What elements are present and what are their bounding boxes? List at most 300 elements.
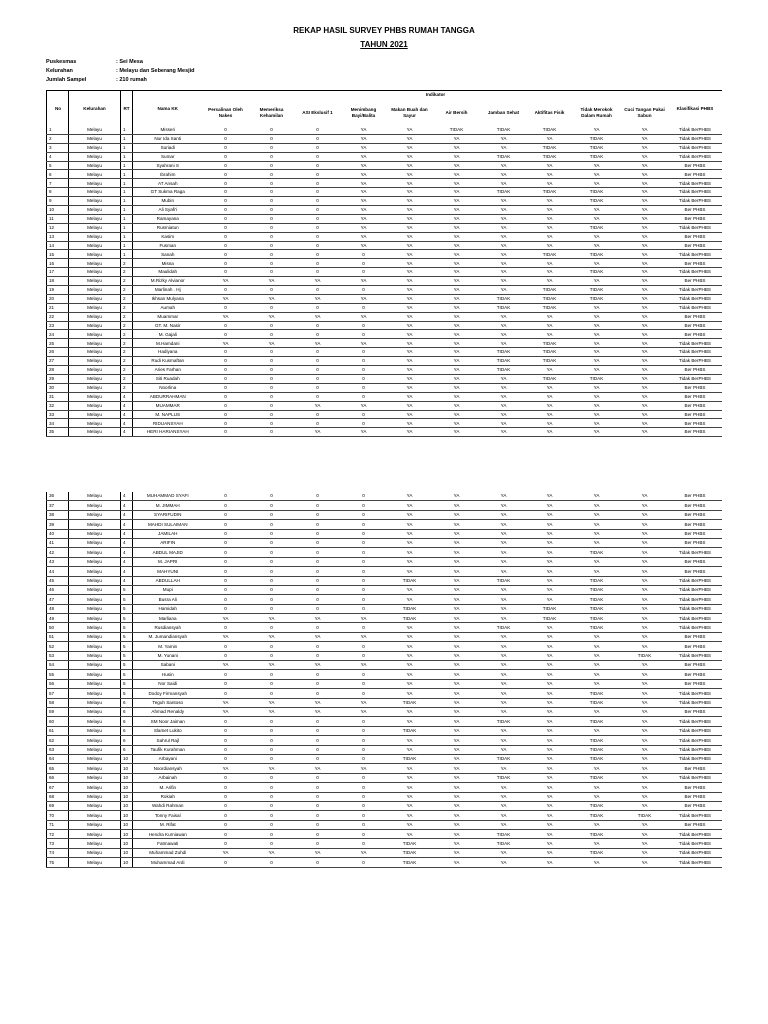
cell-tidak-merokok: YA [573, 726, 621, 735]
cell-aktifitas: YA [527, 820, 573, 829]
cell-jamban: YA [481, 374, 527, 383]
cell-cuci-tangan: YA [621, 126, 669, 134]
header-no: No [47, 91, 69, 127]
cell-nama-kk: Noorlina [133, 383, 203, 392]
cell-aktifitas: YA [527, 179, 573, 188]
cell-buah-sayur: YA [387, 214, 433, 223]
cell-buah-sayur: YA [387, 223, 433, 232]
cell-klasifikasi: Ber PHBS [669, 392, 722, 401]
cell-persalinan: 0 [203, 126, 249, 134]
cell-kelurahan: Melayu [69, 348, 121, 357]
cell-memeriksa: YA [249, 339, 295, 348]
cell-air-bersih: YA [433, 294, 481, 303]
cell-klasifikasi: Tidak BerPHBS [669, 754, 722, 763]
cell-buah-sayur: YA [387, 250, 433, 259]
cell-nama-kk: Sanah [133, 250, 203, 259]
table-row [47, 143, 722, 152]
cell-persalinan: 0 [203, 321, 249, 330]
cell-klasifikasi: Ber PHBS [669, 410, 722, 419]
cell-tidak-merokok: YA [573, 330, 621, 339]
cell-persalinan: 0 [203, 651, 249, 660]
cell-tidak-merokok: YA [573, 206, 621, 215]
cell-persalinan: 0 [203, 383, 249, 392]
cell-aktifitas: YA [527, 830, 573, 839]
cell-jamban: TIDAK [481, 623, 527, 632]
cell-klasifikasi: Tidak BerPHBS [669, 726, 722, 735]
cell-buah-sayur: YA [387, 736, 433, 745]
cell-tidak-merokok: YA [573, 410, 621, 419]
cell-nama-kk: GT Sukma Raga [133, 188, 203, 197]
cell-asi: 0 [295, 745, 341, 754]
cell-jamban: YA [481, 557, 527, 566]
cell-tidak-merokok: TIDAK [573, 830, 621, 839]
cell-aktifitas: YA [527, 401, 573, 410]
cell-aktifitas: YA [527, 595, 573, 604]
cell-klasifikasi: Ber PHBS [669, 707, 722, 716]
table-row [47, 339, 722, 348]
cell-rt: 2 [121, 339, 133, 348]
cell-air-bersih: YA [433, 312, 481, 321]
cell-rt: 1 [121, 170, 133, 179]
cell-memeriksa: 0 [249, 250, 295, 259]
cell-no: 12 [47, 223, 69, 232]
cell-aktifitas: YA [527, 670, 573, 679]
cell-aktifitas: YA [527, 383, 573, 392]
table-row [47, 698, 722, 707]
cell-air-bersih: YA [433, 392, 481, 401]
cell-nama-kk: Misna [133, 259, 203, 268]
cell-rt: 10 [121, 792, 133, 801]
cell-kelurahan: Melayu [69, 726, 121, 735]
cell-rt: 10 [121, 764, 133, 773]
cell-cuci-tangan: YA [621, 764, 669, 773]
cell-kelurahan: Melayu [69, 286, 121, 295]
cell-nama-kk: Mubin [133, 197, 203, 206]
cell-buah-sayur: YA [387, 642, 433, 651]
cell-buah-sayur: YA [387, 179, 433, 188]
cell-memeriksa: 0 [249, 286, 295, 295]
cell-klasifikasi: Tidak BerPHBS [669, 126, 722, 134]
cell-persalinan: 0 [203, 374, 249, 383]
cell-klasifikasi: Tidak BerPHBS [669, 286, 722, 295]
cell-no: 16 [47, 259, 69, 268]
cell-klasifikasi: Tidak BerPHBS [669, 736, 722, 745]
cell-buah-sayur: YA [387, 428, 433, 437]
cell-tidak-merokok: TIDAK [573, 152, 621, 161]
cell-menimbang: 0 [341, 604, 387, 613]
cell-tidak-merokok: TIDAK [573, 595, 621, 604]
cell-air-bersih: YA [433, 419, 481, 428]
cell-memeriksa: 0 [249, 383, 295, 392]
cell-kelurahan: Melayu [69, 259, 121, 268]
cell-no: 66 [47, 773, 69, 782]
table-row [47, 604, 722, 613]
cell-tidak-merokok: YA [573, 277, 621, 286]
cell-asi: YA [295, 661, 341, 670]
cell-persalinan: 0 [203, 567, 249, 576]
cell-kelurahan: Melayu [69, 538, 121, 547]
cell-cuci-tangan: YA [621, 241, 669, 250]
cell-no: 46 [47, 585, 69, 594]
cell-jamban: YA [481, 259, 527, 268]
cell-jamban: YA [481, 492, 527, 501]
table-row [47, 206, 722, 215]
cell-jamban: TIDAK [481, 754, 527, 763]
table-row [47, 294, 722, 303]
cell-kelurahan: Melayu [69, 801, 121, 810]
cell-rt: 1 [121, 250, 133, 259]
cell-asi: 0 [295, 419, 341, 428]
cell-tidak-merokok: TIDAK [573, 773, 621, 782]
cell-persalinan: 0 [203, 510, 249, 519]
cell-buah-sayur: YA [387, 567, 433, 576]
meta-row-sampel [46, 76, 195, 85]
cell-persalinan: 0 [203, 419, 249, 428]
cell-air-bersih: YA [433, 576, 481, 585]
cell-buah-sayur: TIDAK [387, 698, 433, 707]
cell-aktifitas: YA [527, 268, 573, 277]
cell-cuci-tangan: YA [621, 374, 669, 383]
cell-menimbang: 0 [341, 811, 387, 820]
cell-menimbang: 0 [341, 670, 387, 679]
table-row [47, 419, 722, 428]
cell-menimbang: 0 [341, 357, 387, 366]
header-klasifikasi: Klasifikasi PHBS [669, 91, 722, 127]
cell-memeriksa: 0 [249, 689, 295, 698]
cell-menimbang: YA [341, 614, 387, 623]
cell-air-bersih: YA [433, 717, 481, 726]
cell-kelurahan: Melayu [69, 161, 121, 170]
cell-asi: 0 [295, 642, 341, 651]
cell-klasifikasi: Ber PHBS [669, 419, 722, 428]
table-row [47, 557, 722, 566]
cell-persalinan: 0 [203, 604, 249, 613]
cell-tidak-merokok: YA [573, 501, 621, 510]
cell-asi: 0 [295, 689, 341, 698]
cell-nama-kk: M. Yamin [133, 642, 203, 651]
cell-persalinan: YA [203, 848, 249, 857]
cell-buah-sayur: YA [387, 651, 433, 660]
cell-cuci-tangan: YA [621, 501, 669, 510]
cell-aktifitas: YA [527, 576, 573, 585]
cell-nama-kk: Fusman [133, 241, 203, 250]
cell-nama-kk: Muhammad Ardi [133, 858, 203, 867]
cell-air-bersih: YA [433, 143, 481, 152]
cell-cuci-tangan: YA [621, 820, 669, 829]
cell-persalinan: 0 [203, 858, 249, 867]
cell-nama-kk: Husin [133, 670, 203, 679]
cell-menimbang: 0 [341, 567, 387, 576]
cell-kelurahan: Melayu [69, 419, 121, 428]
cell-jamban: YA [481, 689, 527, 698]
cell-asi: 0 [295, 383, 341, 392]
meta-row-kelurahan [46, 67, 195, 76]
cell-menimbang: YA [341, 161, 387, 170]
cell-persalinan: 0 [203, 585, 249, 594]
cell-aktifitas: YA [527, 651, 573, 660]
cell-aktifitas: YA [527, 214, 573, 223]
table-row [47, 152, 722, 161]
cell-buah-sayur: YA [387, 232, 433, 241]
table-row [47, 126, 722, 134]
cell-rt: 2 [121, 259, 133, 268]
cell-tidak-merokok: YA [573, 492, 621, 501]
cell-menimbang: YA [341, 232, 387, 241]
cell-jamban: YA [481, 268, 527, 277]
cell-klasifikasi: Tidak BerPHBS [669, 143, 722, 152]
cell-memeriksa: 0 [249, 392, 295, 401]
cell-aktifitas: YA [527, 330, 573, 339]
cell-klasifikasi: Tidak BerPHBS [669, 250, 722, 259]
cell-asi: 0 [295, 286, 341, 295]
cell-no: 75 [47, 858, 69, 867]
meta-value: : Melayu dan Seberang Mesjid [116, 68, 195, 74]
cell-memeriksa: 0 [249, 736, 295, 745]
cell-rt: 4 [121, 510, 133, 519]
cell-tidak-merokok: YA [573, 383, 621, 392]
cell-klasifikasi: Ber PHBS [669, 642, 722, 651]
cell-menimbang: YA [341, 312, 387, 321]
cell-asi: 0 [295, 357, 341, 366]
cell-cuci-tangan: YA [621, 745, 669, 754]
cell-cuci-tangan: YA [621, 754, 669, 763]
cell-kelurahan: Melayu [69, 197, 121, 206]
cell-no: 51 [47, 632, 69, 641]
cell-tidak-merokok: YA [573, 632, 621, 641]
cell-aktifitas: YA [527, 764, 573, 773]
cell-persalinan: 0 [203, 642, 249, 651]
cell-aktifitas: YA [527, 661, 573, 670]
cell-no: 2 [47, 134, 69, 143]
table-row [47, 567, 722, 576]
cell-air-bersih: YA [433, 595, 481, 604]
cell-kelurahan: Melayu [69, 642, 121, 651]
cell-air-bersih: YA [433, 223, 481, 232]
cell-air-bersih: YA [433, 764, 481, 773]
cell-tidak-merokok: YA [573, 858, 621, 867]
cell-buah-sayur: YA [387, 286, 433, 295]
cell-no: 6 [47, 170, 69, 179]
cell-air-bersih: YA [433, 241, 481, 250]
cell-rt: 4 [121, 576, 133, 585]
cell-asi: 0 [295, 188, 341, 197]
cell-klasifikasi: Ber PHBS [669, 557, 722, 566]
cell-jamban: YA [481, 428, 527, 437]
cell-menimbang: 0 [341, 501, 387, 510]
cell-air-bersih: YA [433, 848, 481, 857]
cell-persalinan: 0 [203, 689, 249, 698]
cell-klasifikasi: Ber PHBS [669, 161, 722, 170]
cell-kelurahan: Melayu [69, 529, 121, 538]
cell-memeriksa: YA [249, 312, 295, 321]
cell-tidak-merokok: YA [573, 339, 621, 348]
cell-klasifikasi: Ber PHBS [669, 492, 722, 501]
table-row [47, 689, 722, 698]
cell-klasifikasi: Ber PHBS [669, 401, 722, 410]
cell-no: 26 [47, 348, 69, 357]
cell-tidak-merokok: TIDAK [573, 754, 621, 763]
cell-menimbang: YA [341, 428, 387, 437]
cell-air-bersih: YA [433, 651, 481, 660]
cell-aktifitas: YA [527, 241, 573, 250]
cell-kelurahan: Melayu [69, 206, 121, 215]
cell-rt: 5 [121, 623, 133, 632]
cell-menimbang: YA [341, 126, 387, 134]
cell-menimbang: YA [341, 206, 387, 215]
cell-buah-sayur: YA [387, 820, 433, 829]
cell-persalinan: 0 [203, 250, 249, 259]
table-row [47, 214, 722, 223]
cell-menimbang: YA [341, 698, 387, 707]
cell-nama-kk: Fatmawati [133, 839, 203, 848]
cell-klasifikasi: Tidak BerPHBS [669, 745, 722, 754]
cell-no: 24 [47, 330, 69, 339]
cell-persalinan: 0 [203, 717, 249, 726]
cell-klasifikasi: Tidak BerPHBS [669, 811, 722, 820]
cell-menimbang: YA [341, 143, 387, 152]
cell-air-bersih: YA [433, 567, 481, 576]
cell-cuci-tangan: YA [621, 614, 669, 623]
cell-asi: 0 [295, 161, 341, 170]
cell-no: 23 [47, 321, 69, 330]
cell-asi: YA [295, 294, 341, 303]
cell-asi: 0 [295, 604, 341, 613]
cell-aktifitas: YA [527, 717, 573, 726]
cell-klasifikasi: Tidak BerPHBS [669, 595, 722, 604]
cell-nama-kk: Rudi Kusmaftan [133, 357, 203, 366]
cell-nama-kk: Noordiansyah [133, 764, 203, 773]
cell-asi: 0 [295, 801, 341, 810]
cell-memeriksa: YA [249, 277, 295, 286]
cell-menimbang: 0 [341, 520, 387, 529]
table-row [47, 401, 722, 410]
cell-cuci-tangan: TIDAK [621, 811, 669, 820]
cell-rt: 10 [121, 801, 133, 810]
table-row [47, 651, 722, 660]
cell-memeriksa: 0 [249, 679, 295, 688]
cell-persalinan: 0 [203, 188, 249, 197]
cell-jamban: YA [481, 548, 527, 557]
cell-menimbang: 0 [341, 286, 387, 295]
cell-persalinan: 0 [203, 811, 249, 820]
cell-no: 57 [47, 689, 69, 698]
cell-persalinan: YA [203, 632, 249, 641]
cell-buah-sayur: YA [387, 783, 433, 792]
cell-rt: 6 [121, 745, 133, 754]
cell-tidak-merokok: TIDAK [573, 576, 621, 585]
cell-buah-sayur: TIDAK [387, 576, 433, 585]
cell-asi: 0 [295, 330, 341, 339]
cell-nama-kk: SYARIFUDIN [133, 510, 203, 519]
cell-tidak-merokok: TIDAK [573, 745, 621, 754]
cell-klasifikasi: Ber PHBS [669, 321, 722, 330]
cell-menimbang: YA [341, 848, 387, 857]
cell-menimbang: 0 [341, 510, 387, 519]
cell-memeriksa: 0 [249, 161, 295, 170]
table-row [47, 510, 722, 519]
cell-buah-sayur: YA [387, 792, 433, 801]
cell-klasifikasi: Tidak BerPHBS [669, 188, 722, 197]
cell-air-bersih: YA [433, 632, 481, 641]
table-row [47, 277, 722, 286]
cell-jamban: YA [481, 214, 527, 223]
cell-rt: 4 [121, 410, 133, 419]
cell-persalinan: 0 [203, 529, 249, 538]
cell-klasifikasi: Tidak BerPHBS [669, 548, 722, 557]
cell-nama-kk: MAHDI SULAIMAN [133, 520, 203, 529]
cell-air-bersih: TIDAK [433, 126, 481, 134]
cell-nama-kk: Arbayani [133, 754, 203, 763]
cell-kelurahan: Melayu [69, 548, 121, 557]
cell-air-bersih: YA [433, 510, 481, 519]
cell-memeriksa: 0 [249, 330, 295, 339]
cell-kelurahan: Melayu [69, 520, 121, 529]
cell-no: 22 [47, 312, 69, 321]
cell-asi: 0 [295, 134, 341, 143]
cell-air-bersih: YA [433, 820, 481, 829]
cell-persalinan: 0 [203, 745, 249, 754]
cell-aktifitas: YA [527, 501, 573, 510]
cell-buah-sayur: YA [387, 410, 433, 419]
cell-buah-sayur: YA [387, 401, 433, 410]
cell-aktifitas: YA [527, 366, 573, 375]
cell-buah-sayur: YA [387, 670, 433, 679]
cell-rt: 5 [121, 651, 133, 660]
cell-kelurahan: Melayu [69, 330, 121, 339]
cell-menimbang: YA [341, 223, 387, 232]
cell-cuci-tangan: YA [621, 848, 669, 857]
cell-aktifitas: YA [527, 745, 573, 754]
cell-aktifitas: YA [527, 428, 573, 437]
cell-cuci-tangan: YA [621, 134, 669, 143]
cell-rt: 2 [121, 383, 133, 392]
cell-persalinan: 0 [203, 357, 249, 366]
table-row [47, 410, 722, 419]
table-row [47, 820, 722, 829]
cell-memeriksa: 0 [249, 410, 295, 419]
cell-kelurahan: Melayu [69, 661, 121, 670]
cell-tidak-merokok: TIDAK [573, 736, 621, 745]
cell-memeriksa: 0 [249, 214, 295, 223]
cell-rt: 2 [121, 303, 133, 312]
cell-kelurahan: Melayu [69, 820, 121, 829]
cell-klasifikasi: Ber PHBS [669, 820, 722, 829]
cell-cuci-tangan: YA [621, 661, 669, 670]
cell-no: 32 [47, 401, 69, 410]
cell-klasifikasi: Ber PHBS [669, 383, 722, 392]
cell-tidak-merokok: YA [573, 161, 621, 170]
cell-aktifitas: YA [527, 510, 573, 519]
cell-jamban: YA [481, 792, 527, 801]
cell-persalinan: 0 [203, 410, 249, 419]
cell-jamban: YA [481, 567, 527, 576]
cell-memeriksa: 0 [249, 604, 295, 613]
cell-persalinan: 0 [203, 241, 249, 250]
cell-aktifitas: TIDAK [527, 357, 573, 366]
cell-air-bersih: YA [433, 858, 481, 867]
cell-persalinan: 0 [203, 161, 249, 170]
cell-aktifitas: TIDAK [527, 604, 573, 613]
cell-tidak-merokok: TIDAK [573, 614, 621, 623]
cell-buah-sayur: TIDAK [387, 848, 433, 857]
cell-menimbang: 0 [341, 858, 387, 867]
cell-memeriksa: 0 [249, 773, 295, 782]
cell-kelurahan: Melayu [69, 557, 121, 566]
cell-aktifitas: YA [527, 567, 573, 576]
cell-memeriksa: 0 [249, 348, 295, 357]
cell-tidak-merokok: YA [573, 520, 621, 529]
cell-menimbang: YA [341, 241, 387, 250]
